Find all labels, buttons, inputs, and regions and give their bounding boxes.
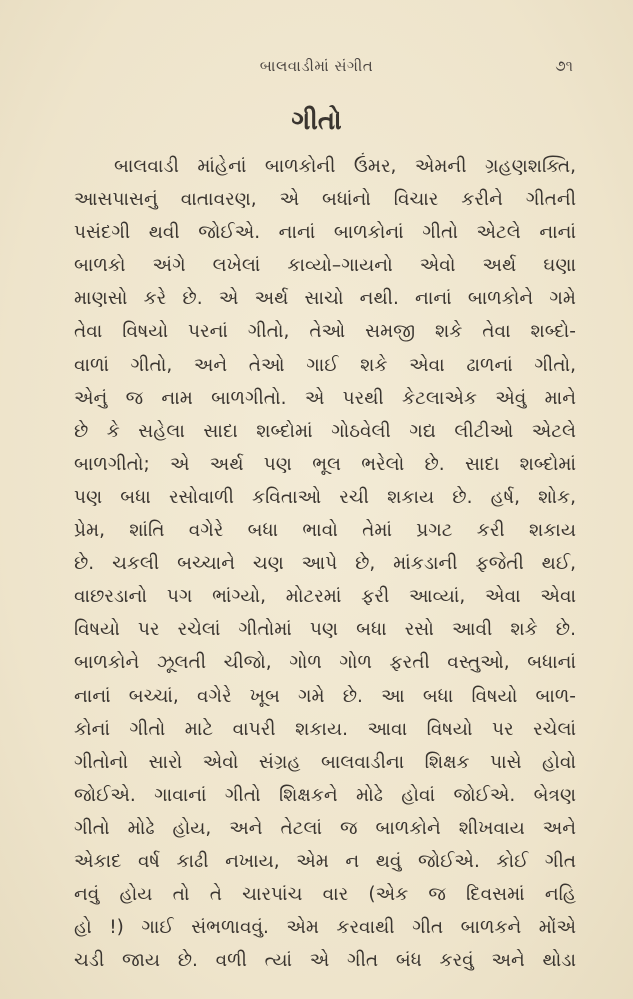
text-line: પસંદગી થવી જોઈએ. નાનાં બાળકોનાં ગીતો એટલે નાનાં	[74, 222, 576, 244]
text-line: બાલવાડી માંહેનાં બાળકોની ઉંમર, એમની ગ્રહણશક્તિ,	[114, 156, 576, 177]
text-line: ગીતો મોઢે હોય, અને તેટલાં જ બાળકોને શીખવાય અને	[74, 817, 576, 839]
text-line: ગીતોનો સારો એવો સંગ્રહ બાલવાડીના શિક્ષક પાસે હોવો	[74, 751, 576, 773]
text-line: વિષયો પર રચેલાં ગીતોમાં પણ બધા રસો આવી શકે છે.	[74, 619, 576, 641]
text-line: છે કે સહેલા સાદા શબ્દોમાં ગોઠવેલી ગદ્ય લીટીઓ એટલે	[74, 420, 576, 442]
text-line: કોનાં ગીતો માટે વાપરી શકાય. આવા વિષયો પર રચેલાં	[74, 718, 576, 740]
text-line: નવું હોય તો તે ચારપાંચ વાર (એક જ દિવસમાં નહિ	[74, 884, 576, 906]
text-line: બાળકોને ઝૂલતી ચીજો, ગોળ ગોળ ફરતી વસ્તુઓ, બધાનાં	[74, 652, 576, 674]
text-line: એકાદ વર્ષ કાઢી નખાય, એમ ન થવું જોઈએ. કોઈ ગીત	[74, 850, 576, 872]
chapter-title: ગીતો	[291, 106, 342, 136]
text-line: નાનાં બચ્ચાં, વગેરે ખૂબ ગમે છે. આ બધા વિષયો બાળ-	[74, 685, 576, 707]
text-line: એનું જ નામ બાળગીતો. એ પરથી કેટલાએક એવું માને	[74, 387, 576, 409]
text-line: પણ બધા રસોવાળી કવિતાઓ રચી શકાય છે. હર્ષ, શોક,	[74, 486, 576, 508]
page-number: ૭૧	[555, 57, 573, 75]
running-header	[0, 57, 633, 81]
body-paragraph	[74, 150, 576, 977]
text-line: હો !) ગાઈ સંભળાવવું. એમ કરવાથી ગીત બાળકને મોંએ	[74, 917, 576, 939]
text-line: આસપાસનું વાતાવરણ, એ બધાંનો વિચાર કરીને ગીતની	[74, 189, 576, 211]
text-line: પ્રેમ, શાંતિ વગેરે બધા ભાવો તેમાં પ્રગટ કરી શકાય	[74, 520, 576, 542]
text-line: માણસો કરે છે. એ અર્થ સાચો નથી. નાનાં બાળકોને ગમે	[74, 288, 576, 310]
running-title: બાલવાડીમાં સંગીત	[259, 57, 374, 75]
text-line: જોઈએ. ગાવાનાં ગીતો શિક્ષકને મોઢે હોવાં જોઈએ. બેત્રણ	[74, 784, 576, 806]
text-line: વાળાં ગીતો, અને તેઓ ગાઈ શકે એવા ઢાળનાં ગીતો,	[74, 354, 576, 376]
text-line: છે. ચકલી બચ્ચાને ચણ આપે છે, માંકડાની ફજેતી થઈ,	[74, 553, 576, 575]
text-line: તેવા વિષયો પરનાં ગીતો, તેઓ સમજી શકે તેવા શબ્દો-	[74, 321, 576, 343]
text-line: બાળકો અંગે લખેલાં કાવ્યો–ગાયનો એવો અર્થ ઘણા	[74, 255, 576, 277]
text-line: ચડી જાય છે. વળી ત્યાં એ ગીત બંધ કરવું અને થોડા	[74, 950, 576, 972]
text-line: બાળગીતો; એ અર્થ પણ ભૂલ ભરેલો છે. સાદા શબ્દોમાં	[74, 453, 576, 475]
text-line: વાછરડાનો પગ ભાંગ્યો, મોટરમાં ફરી આવ્યાં, એવા એવા	[74, 586, 576, 608]
